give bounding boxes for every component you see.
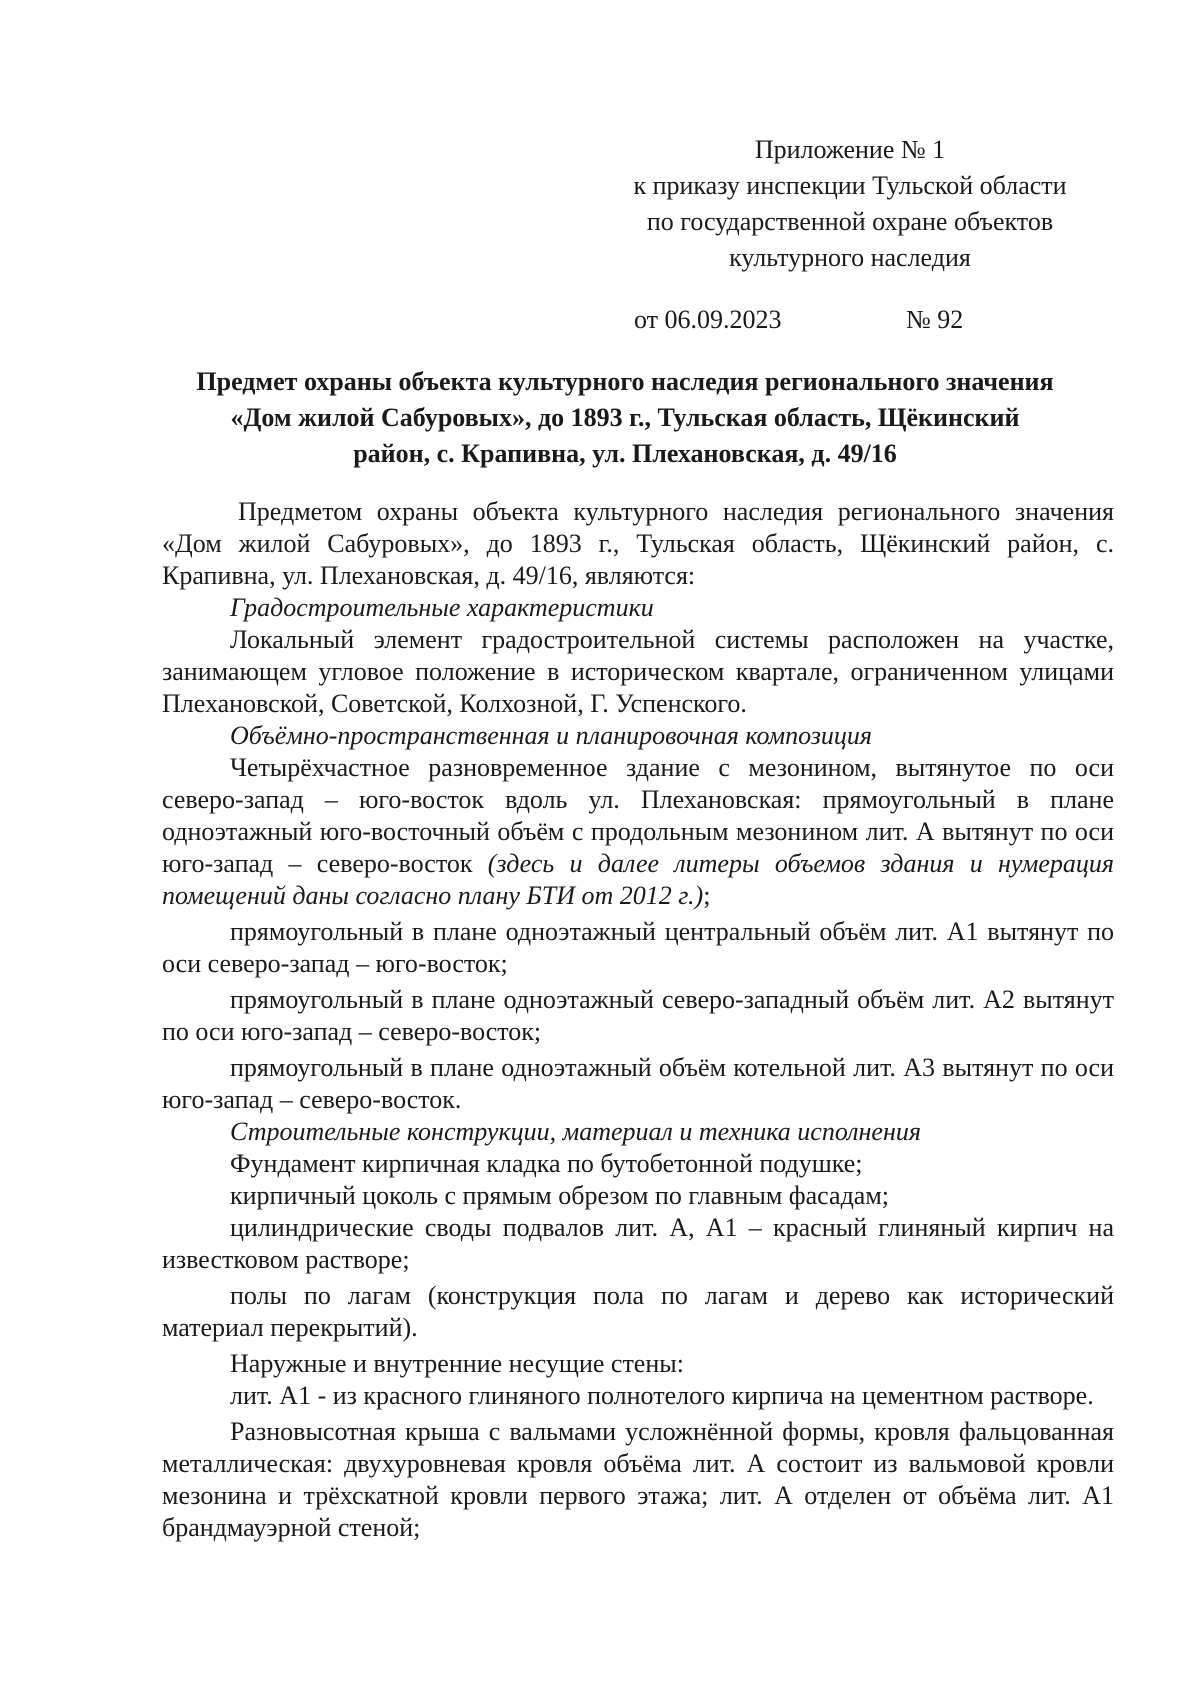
foundation-paragraph: Фундамент кирпичная кладка по бутобетонной подушке;	[230, 1149, 863, 1178]
order-date: от 06.09.2023	[634, 305, 782, 334]
title-line: район, с. Крапивна, ул. Плехановская, д. 49/16	[353, 439, 897, 468]
order-meta	[634, 302, 964, 338]
volume-a1-paragraph: прямоугольный в плане одноэтажный центральный объём лит. А1 вытянут по оси северо-запад – юго-восток;	[162, 917, 1114, 978]
volume-text: Четырёхчастное разновременное здание с мезонином, вытянутое по оси северо-запад – юго-восток вдоль ул. Плехановская: прямоугольный в плане одноэтажный юго-восточный объём с продольным мезонином лит. А вытянут по оси юго-запад – северо-восток	[162, 753, 1114, 878]
walls-a1-paragraph: лит. А1 - из красного глиняного полнотелого кирпича на цементном растворе.	[230, 1381, 1094, 1410]
vaults-paragraph: цилиндрические своды подвалов лит. А, А1 – красный глиняный кирпич на известковом растворе;	[162, 1213, 1114, 1274]
section-heading-volume: Объёмно-пространственная и планировочная композиция	[230, 721, 873, 750]
section-heading-urban: Градостроительные характеристики	[230, 593, 654, 622]
urban-paragraph: Локальный элемент градостроительной системы расположен на участке, занимающем угловое положение в историческом квартале, ограниченном улицами Плехановской, Советской, Колхозной, Г. Успенского.	[162, 625, 1114, 718]
appendix-line: к приказу инспекции Тульской области	[633, 171, 1067, 200]
volume-a3-paragraph: прямоугольный в плане одноэтажный объём котельной лит. А3 вытянут по оси юго-запад – северо-восток.	[162, 1053, 1114, 1114]
order-number: № 92	[906, 305, 964, 334]
appendix-line: по государственной охране объектов	[646, 207, 1054, 236]
section-heading-construction: Строительные конструкции, материал и техника исполнения	[230, 1117, 921, 1146]
title-line: «Дом жилой Сабуровых», до 1893 г., Тульская область, Щёкинский	[230, 403, 1020, 432]
volume-paragraph	[162, 752, 1114, 912]
intro-paragraph: Предметом охраны объекта культурного наследия регионального значения «Дом жилой Сабуровых», до 1893 г., Тульская область, Щёкинский район, с. Крапивна, ул. Плехановская, д. 49/16, являются:	[162, 497, 1114, 590]
plinth-paragraph: кирпичный цоколь с прямым обрезом по главным фасадам;	[230, 1181, 890, 1210]
floors-paragraph: полы по лагам (конструкция пола по лагам и дерево как исторический материал перекрытий).	[162, 1281, 1114, 1342]
appendix-line: Приложение № 1	[754, 135, 946, 164]
walls-heading: Наружные и внутренние несущие стены:	[230, 1349, 684, 1378]
volume-text-end: ;	[703, 881, 711, 910]
document-title	[150, 364, 1100, 472]
roof-paragraph: Разновысотная крыша с вальмами усложнённой формы, кровля фальцованная металлическая: двухуровневая кровля объёма лит. А состоит из вальмовой кровли мезонина и трёхскатной кровли первого этажа; лит. А отделен от объёма лит. А1 брандмауэрной стеной;	[162, 1417, 1114, 1542]
appendix-line: культурного наследия	[729, 243, 971, 272]
appendix-block	[600, 132, 1100, 276]
title-line: Предмет охраны объекта культурного наследия регионального значения	[196, 367, 1054, 396]
document-body	[162, 496, 1114, 1544]
volume-a2-paragraph: прямоугольный в плане одноэтажный северо-западный объём лит. А2 вытянут по оси юго-запад – северо-восток;	[162, 985, 1114, 1046]
volume-note: (здесь и далее литеры объемов здания и нумерация помещений даны согласно плану БТИ от 2012 г.)	[162, 849, 1114, 910]
